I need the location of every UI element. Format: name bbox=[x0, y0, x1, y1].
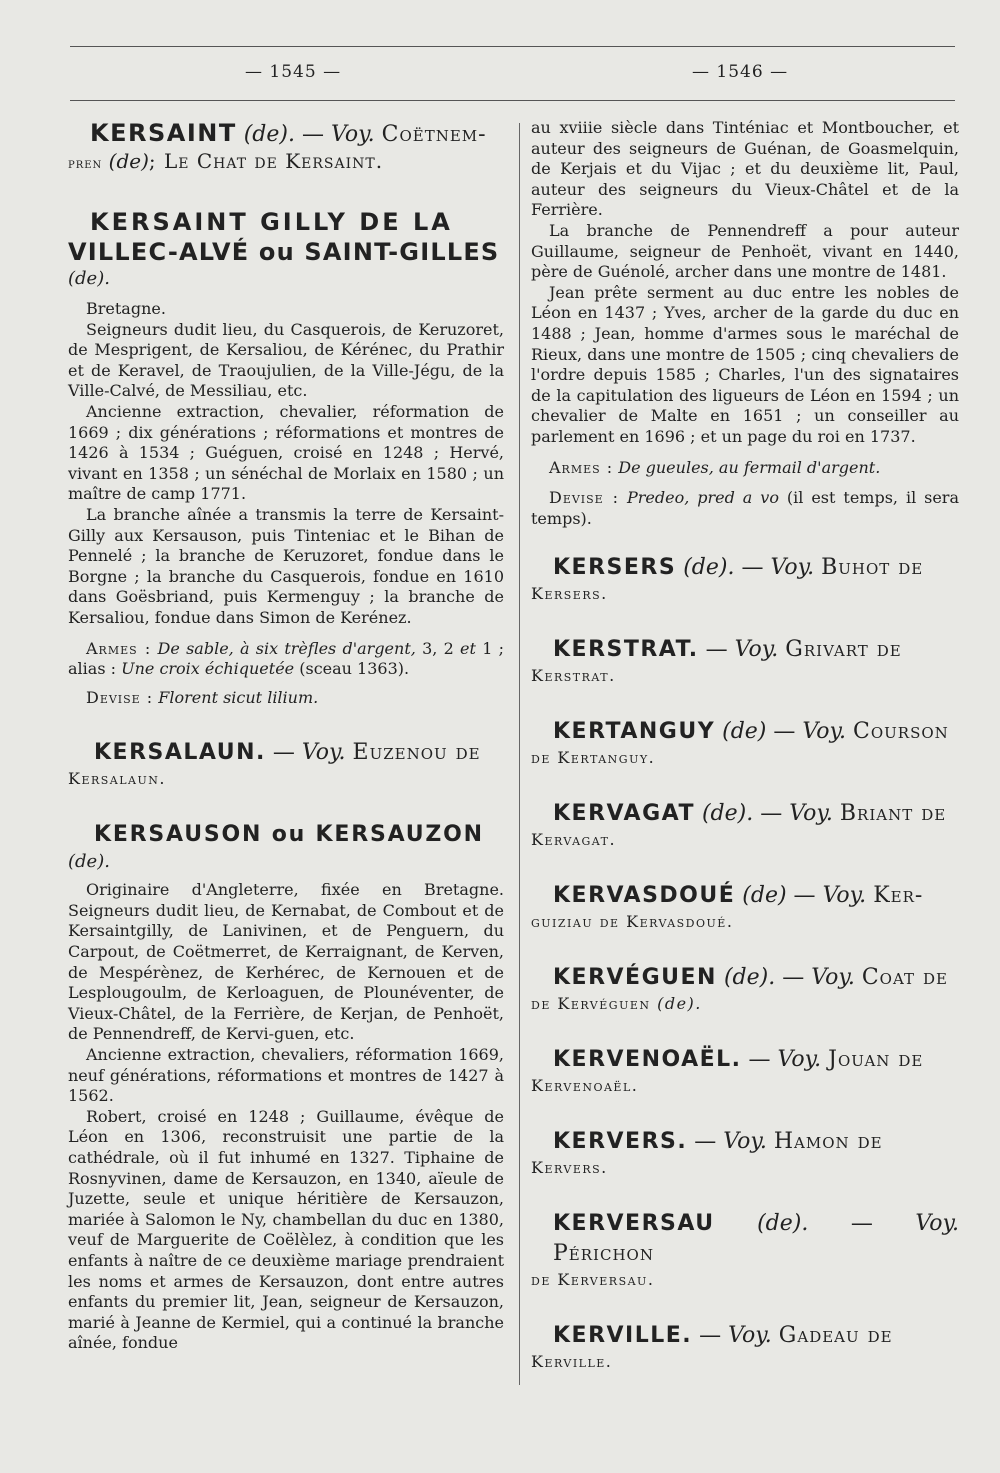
xref-entry bbox=[531, 799, 959, 851]
entry-kersaint bbox=[90, 118, 504, 150]
voy-label: Voy. bbox=[789, 801, 833, 827]
entry-title: KERSAINT bbox=[90, 119, 237, 147]
cross-reference-cont: Kervenoaël. bbox=[531, 1076, 639, 1096]
armes-alias-text: Une croix échiquetée bbox=[121, 659, 295, 679]
devise-label: Devise : bbox=[549, 488, 620, 508]
cross-reference-cont: de Kerversau. bbox=[531, 1270, 655, 1290]
cross-reference-cont: de Kervéguen bbox=[531, 994, 651, 1014]
cross-reference: Périchon bbox=[553, 1241, 654, 1267]
armes-text: De sable, à six trèfles d'argent, bbox=[157, 638, 416, 658]
voy-label: Voy. bbox=[301, 740, 346, 766]
armes-number: 1 ; bbox=[482, 638, 505, 658]
entry-particle: (de). bbox=[243, 122, 295, 147]
armes-numbers: 3, 2 bbox=[422, 638, 454, 658]
armes-line bbox=[68, 639, 504, 680]
cross-reference-cont: guiziau de Kervasdoué. bbox=[531, 912, 734, 932]
entry-particle: (de) bbox=[108, 149, 149, 173]
cross-reference: Jouan de bbox=[828, 1047, 924, 1073]
paragraph: Seigneurs dudit lieu, du Casquerois, de Keruzoret, de Mesprigent, de Kersaliou, de Kérénec, du Prathir et de Keravel, de Traoujulien, de la Ville-Jégu, de la Ville-Calvé, de Messiliau, etc. bbox=[68, 319, 504, 401]
cross-reference-cont-line bbox=[531, 1351, 959, 1373]
column-divider bbox=[519, 123, 520, 1385]
cross-reference-cont-line bbox=[531, 747, 959, 769]
paragraph: Originaire d'Angleterre, fixée en Bretagne. Seigneurs dudit lieu, de Kernabat, de Combout et de Kersaintgilly, de Lanivinen, et de Penguern, du Carpout, de Coëtmerret, de Kerraignant, de Kerven, de Mespérènez, de Kerhérec, de Kernouen et de Lesplougoulm, de Kerloaguen, de Plounéventer, de Vieux-Châtel, de la Ferrière, de Kerjan, de Penhoët, de Pennendreff, de Kervi-guen, etc. bbox=[68, 880, 504, 1044]
paragraph: Jean prête serment au duc entre les nobles de Léon en 1437 ; Yves, archer de la garde du duc en 1488 ; Jean, homme d'armes sous le maréchal de Rieux, dans une montre de 1505 ; cinq chevaliers de l'ordre depuis 1585 ; Charles, l'un des signataires de la capitulation des ligueurs de Léon en 1594 ; un chevalier de Malte en 1651 ; un conseiller au parlement en 1696 ; et un page du roi en 1737. bbox=[531, 282, 959, 446]
entry-title: KERVÉGUEN bbox=[553, 965, 717, 991]
entry-particle: (de). bbox=[68, 268, 110, 289]
entry-particle: (de). bbox=[683, 555, 735, 581]
devise-line bbox=[68, 688, 504, 709]
voy-label: Voy. bbox=[822, 883, 867, 909]
cross-reference-cont-line bbox=[531, 1075, 959, 1097]
separator: — bbox=[699, 1323, 729, 1349]
entry-title: KERSAINT GILLY DE LA bbox=[90, 208, 453, 236]
paragraph: Robert, croisé en 1248 ; Guillaume, évêque de Léon en 1306, reconstruisit une partie de la cathédrale, où il fut inhumé en 1327. Tiphaine de Rosnyvinen, dame de Kersauzon, en 1340, aïeule de Juzette, seule et unique héritière de Kersauzon, mariée à Salomon le Ny, chambellan du duc en 1380, veuf de Marguerite de Coëlèlez, à condition que les enfants à naître de ce deuxième mariage prendraient les noms et armes de Kersauzon, dont entre autres enfants du premier lit, Jean, seigneur de Kersauzon, marié à Jeanne de Kermiel, qui a continué la branche aînée, fondue bbox=[68, 1106, 504, 1353]
devise-translation: (il est temps, il sera temps). bbox=[531, 488, 959, 528]
voy-label: Voy. bbox=[723, 1129, 767, 1155]
entry-title: KERVILLE. bbox=[553, 1323, 693, 1349]
cross-reference: pren bbox=[68, 156, 103, 172]
paragraph: Ancienne extraction, chevaliers, réformation 1669, neuf générations, réformations et montres de 1427 à 1562. bbox=[68, 1045, 504, 1106]
entry-particle: (de). bbox=[723, 965, 776, 991]
cross-reference-cont: Kerstrat. bbox=[531, 666, 616, 686]
voy-label: Voy. bbox=[728, 1323, 772, 1349]
devise-text: Florent sicut lilium. bbox=[158, 687, 319, 707]
cross-reference-cont-line bbox=[531, 829, 959, 851]
entry-kersalaun bbox=[68, 738, 504, 790]
cross-reference: Ker- bbox=[873, 883, 924, 909]
separator: — bbox=[753, 801, 790, 827]
entry-particle: (de) bbox=[742, 883, 787, 909]
cross-reference-cont-line bbox=[531, 1157, 959, 1179]
cross-reference: Gadeau de bbox=[778, 1323, 893, 1349]
cross-reference-cont: Kervers. bbox=[531, 1158, 608, 1178]
separator: — bbox=[766, 719, 803, 745]
armes-conj: et bbox=[460, 638, 476, 658]
cross-reference: Coat de bbox=[861, 965, 948, 991]
armes-alias-label: alias : bbox=[68, 659, 116, 679]
entry-kersaint-line2 bbox=[68, 148, 504, 177]
xref-entry bbox=[531, 635, 959, 687]
entry-particle: (de). bbox=[757, 1211, 809, 1237]
xref-entry bbox=[531, 1321, 959, 1373]
separator: — bbox=[808, 1211, 916, 1237]
separator: — bbox=[265, 740, 302, 766]
entry-particle: (de) bbox=[722, 719, 767, 745]
cross-reference-cont-line bbox=[531, 583, 959, 605]
entry-particle: (de). bbox=[657, 994, 702, 1014]
left-column bbox=[68, 118, 504, 1354]
separator: — bbox=[294, 122, 331, 147]
paragraph: La branche aînée a transmis la terre de Kersaint-Gilly aux Kersauson, puis Tinteniac et le Bihan de Pennelé ; la branche de Keruzoret, fondue dans le Borgne ; la branche du Casquerois, fondue en 1610 dans Goësbriand, puis Kermenguy ; la branche de Kersaliou, fondue dans Simon de Kerénez. bbox=[68, 504, 504, 627]
xref-entry bbox=[531, 1127, 959, 1179]
voy-label: Voy. bbox=[770, 555, 815, 581]
cross-reference-cont-line bbox=[531, 665, 959, 687]
entry-title: KERSALAUN. bbox=[94, 740, 266, 766]
entry-title: KERTANGUY bbox=[553, 719, 716, 745]
xref-entry bbox=[531, 963, 959, 1015]
xref-entry bbox=[531, 717, 959, 769]
voy-label: Voy. bbox=[802, 719, 847, 745]
xref-entry bbox=[531, 881, 959, 933]
top-rule bbox=[70, 46, 955, 47]
devise-label: Devise : bbox=[86, 687, 154, 707]
entry-particle: (de). bbox=[701, 801, 754, 827]
voy-label: Voy. bbox=[915, 1211, 959, 1237]
cross-reference-cont-line bbox=[531, 993, 959, 1015]
xref-entry bbox=[531, 1209, 959, 1291]
separator: — bbox=[734, 555, 771, 581]
separator: — bbox=[748, 1047, 778, 1073]
cross-reference-cont-line bbox=[531, 911, 959, 933]
separator: — bbox=[705, 637, 735, 663]
xref-entry bbox=[531, 1045, 959, 1097]
xref-entry bbox=[531, 553, 959, 605]
cross-reference: Buhot de bbox=[821, 555, 924, 581]
cross-reference-cont: Kersers. bbox=[531, 584, 608, 604]
right-column bbox=[531, 118, 959, 1403]
paragraph: La branche de Pennendreff a pour auteur Guillaume, seigneur de Penhoët, vivant en 1440, père de Guénolé, archer dans une montre de 1481. bbox=[531, 220, 959, 282]
voy-label: Voy. bbox=[330, 122, 375, 147]
cross-reference-cont: de Kertanguy. bbox=[531, 748, 656, 768]
entry-title: KERVASDOUÉ bbox=[553, 883, 736, 909]
cross-reference: Hamon de bbox=[773, 1129, 883, 1155]
entry-title: KERVENOAËL. bbox=[553, 1047, 742, 1073]
cross-reference: Coëtnem- bbox=[381, 122, 487, 147]
armes-sceau: (sceau 1363). bbox=[299, 659, 410, 679]
entry-particle: (de). bbox=[68, 851, 110, 873]
voy-label: Voy. bbox=[734, 637, 779, 663]
cross-reference: Euzenou de bbox=[352, 740, 481, 766]
voy-label: Voy. bbox=[811, 965, 855, 991]
entry-title: KERSERS bbox=[553, 555, 677, 581]
cross-reference-cont: Kersalaun. bbox=[68, 769, 166, 789]
cross-reference: ; Le Chat de Kersaint. bbox=[148, 149, 384, 173]
entry-title: KERSTRAT. bbox=[553, 637, 699, 663]
cross-reference-list bbox=[531, 553, 959, 1373]
header-rule bbox=[70, 100, 955, 101]
page-number-left: — 1545 — bbox=[245, 62, 342, 82]
voy-label: Voy. bbox=[777, 1047, 822, 1073]
cross-reference-cont: Kerville. bbox=[531, 1352, 613, 1372]
entry-title: KERVERS. bbox=[553, 1129, 688, 1155]
armes-line bbox=[531, 458, 959, 479]
armes-text: De gueules, au fermail d'argent. bbox=[618, 457, 881, 477]
separator: — bbox=[694, 1129, 724, 1155]
cross-reference-cont-line bbox=[531, 1269, 959, 1291]
paragraph: Ancienne extraction, chevalier, réformation de 1669 ; dix générations ; réformations et montres de 1426 à 1534 ; Guéguen, croisé en 1248 ; Hervé, vivant en 1358 ; un sénéchal de Morlaix en 1580 ; un maître de camp 1771. bbox=[68, 401, 504, 504]
separator: — bbox=[786, 883, 823, 909]
devise-line bbox=[531, 488, 959, 529]
entry-title: KERVERSAU bbox=[553, 1211, 715, 1237]
paragraph: au xviiie siècle dans Tinténiac et Montboucher, et auteur des seigneurs de Guénan, de Goasmelquin, de Kerjais et du Vijac ; et du deuxième lit, Paul, auteur des seigneurs du Vieux-Châtel et de la Ferrière. bbox=[531, 118, 959, 220]
cross-reference: Courson bbox=[853, 719, 949, 745]
paragraph: Bretagne. bbox=[86, 299, 166, 318]
entry-title-cont: VILLEC-ALVÉ ou SAINT-GILLES bbox=[68, 238, 500, 266]
separator: — bbox=[775, 965, 812, 991]
cross-reference: Briant de bbox=[839, 801, 947, 827]
entry-kersaint-gilly bbox=[68, 207, 504, 708]
page-number-right: — 1546 — bbox=[692, 62, 789, 82]
entry-title: KERSAUSON ou KERSAUZON bbox=[94, 822, 484, 848]
armes-label: Armes : bbox=[86, 638, 152, 658]
cross-reference-cont: Kervagat. bbox=[531, 830, 617, 850]
entry-kersauson bbox=[68, 820, 504, 1354]
entry-title: KERVAGAT bbox=[553, 801, 695, 827]
cross-reference: Grivart de bbox=[785, 637, 902, 663]
armes-label: Armes : bbox=[549, 457, 614, 477]
devise-text: Predeo, pred a vo bbox=[627, 488, 779, 508]
